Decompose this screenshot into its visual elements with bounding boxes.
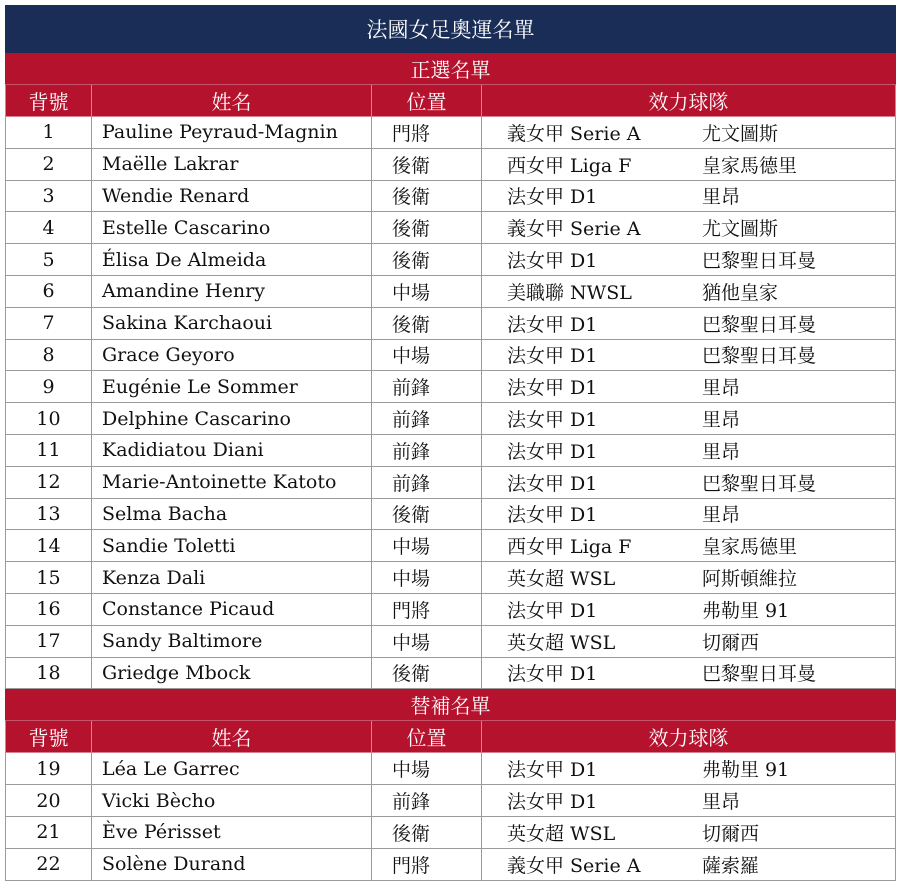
player-position: 後衛 [372,816,482,848]
player-club [482,434,896,466]
player-position: 後衛 [372,212,482,244]
table-row [6,180,896,212]
club-team: 皇家馬德里 [702,154,798,177]
substitutes-section-label: 替補名單 [6,689,896,721]
player-position: 中場 [372,339,482,371]
player-position: 中場 [372,625,482,657]
player-club [482,816,896,848]
club-league: 英女超 WSL [507,822,616,845]
club-team: 里昂 [702,440,741,463]
club-league: 義女甲 Serie A [507,854,641,877]
club-team: 里昂 [702,377,741,400]
player-name: Maëlle Lakrar [92,148,372,180]
player-name: Eugénie Le Sommer [92,371,372,403]
club-team: 阿斯頓維拉 [702,568,798,591]
player-club [482,180,896,212]
col-club-header: 效力球隊 [482,721,896,753]
player-club [482,244,896,276]
club-league: 英女超 WSL [507,568,616,591]
club-league: 法女甲 D1 [507,345,598,368]
player-name: Selma Bacha [92,498,372,530]
club-team: 巴黎聖日耳曼 [702,313,817,336]
club-league: 美職聯 NWSL [507,281,632,304]
table-row [6,498,896,530]
club-league: 法女甲 D1 [507,409,598,432]
player-number: 20 [6,785,92,817]
substitutes-header-row [6,721,896,753]
table-row [6,371,896,403]
player-position: 後衛 [372,307,482,339]
table-row [6,307,896,339]
player-name: Grace Geyoro [92,339,372,371]
starting-header-row [6,85,896,117]
table-row [6,562,896,594]
club-team: 里昂 [702,791,741,814]
table-row [6,816,896,848]
col-position-header: 位置 [372,85,482,117]
player-number: 1 [6,117,92,149]
table-row [6,625,896,657]
club-league: 法女甲 D1 [507,440,598,463]
club-league: 法女甲 D1 [507,186,598,209]
player-name: Pauline Peyraud-Magnin [92,117,372,149]
player-position: 後衛 [372,498,482,530]
player-number: 11 [6,434,92,466]
club-league: 法女甲 D1 [507,313,598,336]
club-league: 義女甲 Serie A [507,218,641,241]
club-team: 里昂 [702,409,741,432]
club-league: 法女甲 D1 [507,472,598,495]
club-team: 切爾西 [702,822,760,845]
club-team: 皇家馬德里 [702,536,798,559]
player-number: 18 [6,657,92,689]
player-club [482,117,896,149]
player-position: 中場 [372,530,482,562]
club-team: 巴黎聖日耳曼 [702,345,817,368]
substitutes-section [6,689,896,880]
player-club [482,657,896,689]
player-name: Constance Picaud [92,593,372,625]
player-number: 8 [6,339,92,371]
col-name-header: 姓名 [92,721,372,753]
player-number: 19 [6,753,92,785]
player-club [482,212,896,244]
player-club [482,753,896,785]
player-number: 21 [6,816,92,848]
player-number: 15 [6,562,92,594]
player-name: Amandine Henry [92,275,372,307]
col-club-header: 效力球隊 [482,85,896,117]
table-row [6,434,896,466]
player-name: Solène Durand [92,848,372,880]
player-position: 中場 [372,562,482,594]
table-row [6,785,896,817]
table-row [6,466,896,498]
club-league: 法女甲 D1 [507,663,598,686]
player-club [482,148,896,180]
player-name: Ève Périsset [92,816,372,848]
club-league: 義女甲 Serie A [507,122,641,145]
club-team: 巴黎聖日耳曼 [702,472,817,495]
player-name: Griedge Mbock [92,657,372,689]
club-league: 英女超 WSL [507,631,616,654]
table-row [6,117,896,149]
table-row [6,403,896,435]
player-name: Estelle Cascarino [92,212,372,244]
player-name: Delphine Cascarino [92,403,372,435]
player-club [482,530,896,562]
roster-table [5,5,896,881]
player-club [482,339,896,371]
player-name: Élisa De Almeida [92,244,372,276]
player-club [482,371,896,403]
club-team: 切爾西 [702,631,760,654]
club-team: 巴黎聖日耳曼 [702,663,817,686]
player-name: Kenza Dali [92,562,372,594]
player-number: 10 [6,403,92,435]
player-name: Kadidiatou Diani [92,434,372,466]
club-team: 薩索羅 [702,854,760,877]
player-name: Sakina Karchaoui [92,307,372,339]
player-position: 前鋒 [372,785,482,817]
player-position: 門將 [372,848,482,880]
player-club [482,466,896,498]
player-position: 後衛 [372,244,482,276]
club-team: 尤文圖斯 [702,218,779,241]
table-row [6,848,896,880]
club-team: 里昂 [702,504,741,527]
club-league: 法女甲 D1 [507,504,598,527]
table-row [6,339,896,371]
club-team: 巴黎聖日耳曼 [702,250,817,273]
player-number: 13 [6,498,92,530]
player-club [482,498,896,530]
club-league: 法女甲 D1 [507,377,598,400]
table-row [6,148,896,180]
player-position: 中場 [372,753,482,785]
roster-title: 法國女足奧運名單 [6,6,896,53]
club-league: 法女甲 D1 [507,250,598,273]
player-club [482,562,896,594]
club-team: 里昂 [702,186,741,209]
player-number: 6 [6,275,92,307]
starting-section [6,53,896,689]
club-team: 猶他皇家 [702,281,779,304]
player-position: 後衛 [372,148,482,180]
player-number: 5 [6,244,92,276]
player-number: 9 [6,371,92,403]
player-name: Sandie Toletti [92,530,372,562]
player-position: 後衛 [372,180,482,212]
roster-sheet [5,5,895,881]
table-row [6,753,896,785]
col-number-header: 背號 [6,721,92,753]
player-club [482,403,896,435]
player-number: 14 [6,530,92,562]
col-number-header: 背號 [6,85,92,117]
club-team: 弗勒里 91 [702,759,790,782]
player-club [482,785,896,817]
table-row [6,530,896,562]
player-number: 7 [6,307,92,339]
player-club [482,848,896,880]
col-position-header: 位置 [372,721,482,753]
player-position: 前鋒 [372,466,482,498]
player-club [482,275,896,307]
club-team: 弗勒里 91 [702,599,790,622]
col-name-header: 姓名 [92,85,372,117]
table-row [6,593,896,625]
player-name: Sandy Baltimore [92,625,372,657]
player-name: Vicki Bècho [92,785,372,817]
player-number: 22 [6,848,92,880]
table-row [6,275,896,307]
player-position: 前鋒 [372,434,482,466]
player-position: 後衛 [372,657,482,689]
player-name: Wendie Renard [92,180,372,212]
player-name: Léa Le Garrec [92,753,372,785]
table-row [6,212,896,244]
player-position: 門將 [372,593,482,625]
player-position: 前鋒 [372,403,482,435]
table-row [6,244,896,276]
player-position: 門將 [372,117,482,149]
starting-section-label: 正選名單 [6,53,896,85]
player-number: 16 [6,593,92,625]
club-league: 法女甲 D1 [507,599,598,622]
club-league: 法女甲 D1 [507,759,598,782]
player-number: 4 [6,212,92,244]
table-row [6,657,896,689]
club-league: 西女甲 Liga F [507,536,632,559]
player-club [482,625,896,657]
club-league: 西女甲 Liga F [507,154,632,177]
player-club [482,307,896,339]
player-name: Marie-Antoinette Katoto [92,466,372,498]
player-number: 3 [6,180,92,212]
player-position: 前鋒 [372,371,482,403]
player-number: 12 [6,466,92,498]
player-number: 2 [6,148,92,180]
player-club [482,593,896,625]
player-number: 17 [6,625,92,657]
player-position: 中場 [372,275,482,307]
club-team: 尤文圖斯 [702,122,779,145]
club-league: 法女甲 D1 [507,791,598,814]
